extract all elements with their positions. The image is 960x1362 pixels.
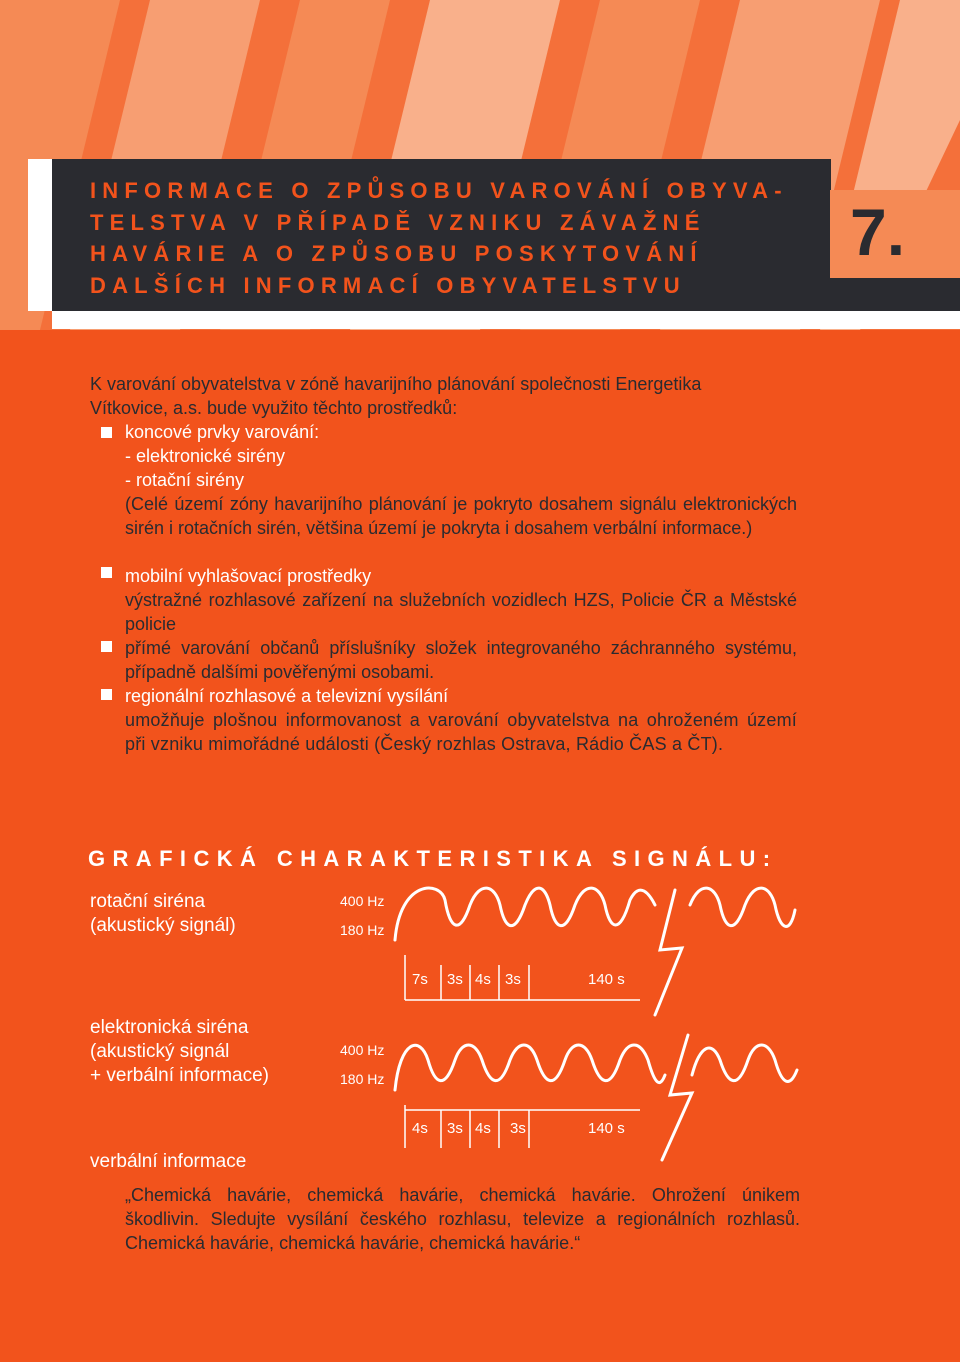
- title-line: HAVÁRIE A O ZPŮSOBU POSKYTOVÁNÍ: [90, 241, 703, 266]
- verbal-label: verbální informace: [90, 1151, 247, 1172]
- hz-high-label: 400 Hz: [340, 1042, 385, 1058]
- rotary-label: (akustický signál): [90, 915, 236, 936]
- item-text: umožňuje plošnou informovanost a varování obyvatelstva na ohroženém území při vzniku mimořádné události (Český rozhlas Ostrava, Rádio ČAS a ČT).: [125, 710, 797, 754]
- item-title: koncové prvky varování:: [125, 422, 320, 442]
- timing-label: 4s: [475, 1120, 491, 1137]
- hz-low-label: 180 Hz: [340, 922, 385, 938]
- electronic-label: elektronická siréna: [90, 1017, 249, 1038]
- section-heading: GRAFICKÁ CHARAKTERISTIKA SIGNÁLU:: [88, 846, 778, 871]
- timing-label: 4s: [412, 1120, 428, 1137]
- timing-label: 140 s: [588, 971, 625, 988]
- title-line: TELSTVA V PŘÍPADĚ VZNIKU ZÁVAŽNÉ: [90, 209, 706, 235]
- hz-low-label: 180 Hz: [340, 1071, 385, 1087]
- item-title: mobilní vyhlašovací prostředky: [125, 566, 372, 586]
- break-icon: [662, 1035, 692, 1160]
- rotary-waveform: [395, 888, 655, 940]
- break-icon: [655, 890, 682, 1015]
- chapter-number: 7.: [850, 195, 906, 269]
- timing-label: 3s: [505, 971, 521, 988]
- intro-line: K varování obyvatelstva v zóně havarijního plánování společnosti Energetika: [90, 374, 702, 394]
- item-text: výstražné rozhlasové zařízení na služebních vozidlech HZS, Policie ČR a Městské policie: [125, 590, 797, 634]
- electronic-waveform-tail: [692, 1045, 797, 1081]
- electronic-label: (akustický signál: [90, 1041, 230, 1062]
- timing-label: 4s: [475, 971, 491, 988]
- rotary-waveform-tail: [690, 888, 795, 926]
- item-text: přímé varování občanů příslušníky složek integrovaného záchranného systému, případně dalšími pověřenými osobami.: [125, 638, 797, 682]
- title-line: DALŠÍCH INFORMACÍ OBYVATELSTVU: [90, 272, 686, 298]
- timing-label: 3s: [447, 1120, 463, 1137]
- title-line: INFORMACE O ZPŮSOBU VAROVÁNÍ OBYVA-: [90, 178, 788, 203]
- electronic-waveform: [395, 1045, 665, 1090]
- timing-label: 3s: [510, 1120, 526, 1137]
- hz-high-label: 400 Hz: [340, 893, 385, 909]
- rotary-label: rotační siréna: [90, 891, 206, 912]
- intro-line: Vítkovice, a.s. bude využito těchto prostředků:: [90, 398, 458, 418]
- item-sub: - rotační sirény: [125, 470, 245, 490]
- item-sub: - elektronické sirény: [125, 446, 286, 466]
- timing-label: 140 s: [588, 1120, 625, 1137]
- item-note: (Celé území zóny havarijního plánování je pokryto dosahem signálu elektronických sirén i rotačních sirén, většina území je pokryta i dosahem verbální informace.): [125, 494, 797, 538]
- timing-label: 3s: [447, 971, 463, 988]
- timing-label: 7s: [412, 971, 428, 988]
- item-title: regionální rozhlasové a televizní vysílání: [125, 686, 449, 706]
- verbal-quote: „Chemická havárie, chemická havárie, chemická havárie. Ohrožení únikem škodlivin. Sledujte vysílání českého rozhlasu, televize a regionálních rozhlasů. Chemická havárie, chemická havárie, chemická havárie.“: [125, 1185, 800, 1253]
- electronic-label: + verbální informace): [90, 1065, 269, 1086]
